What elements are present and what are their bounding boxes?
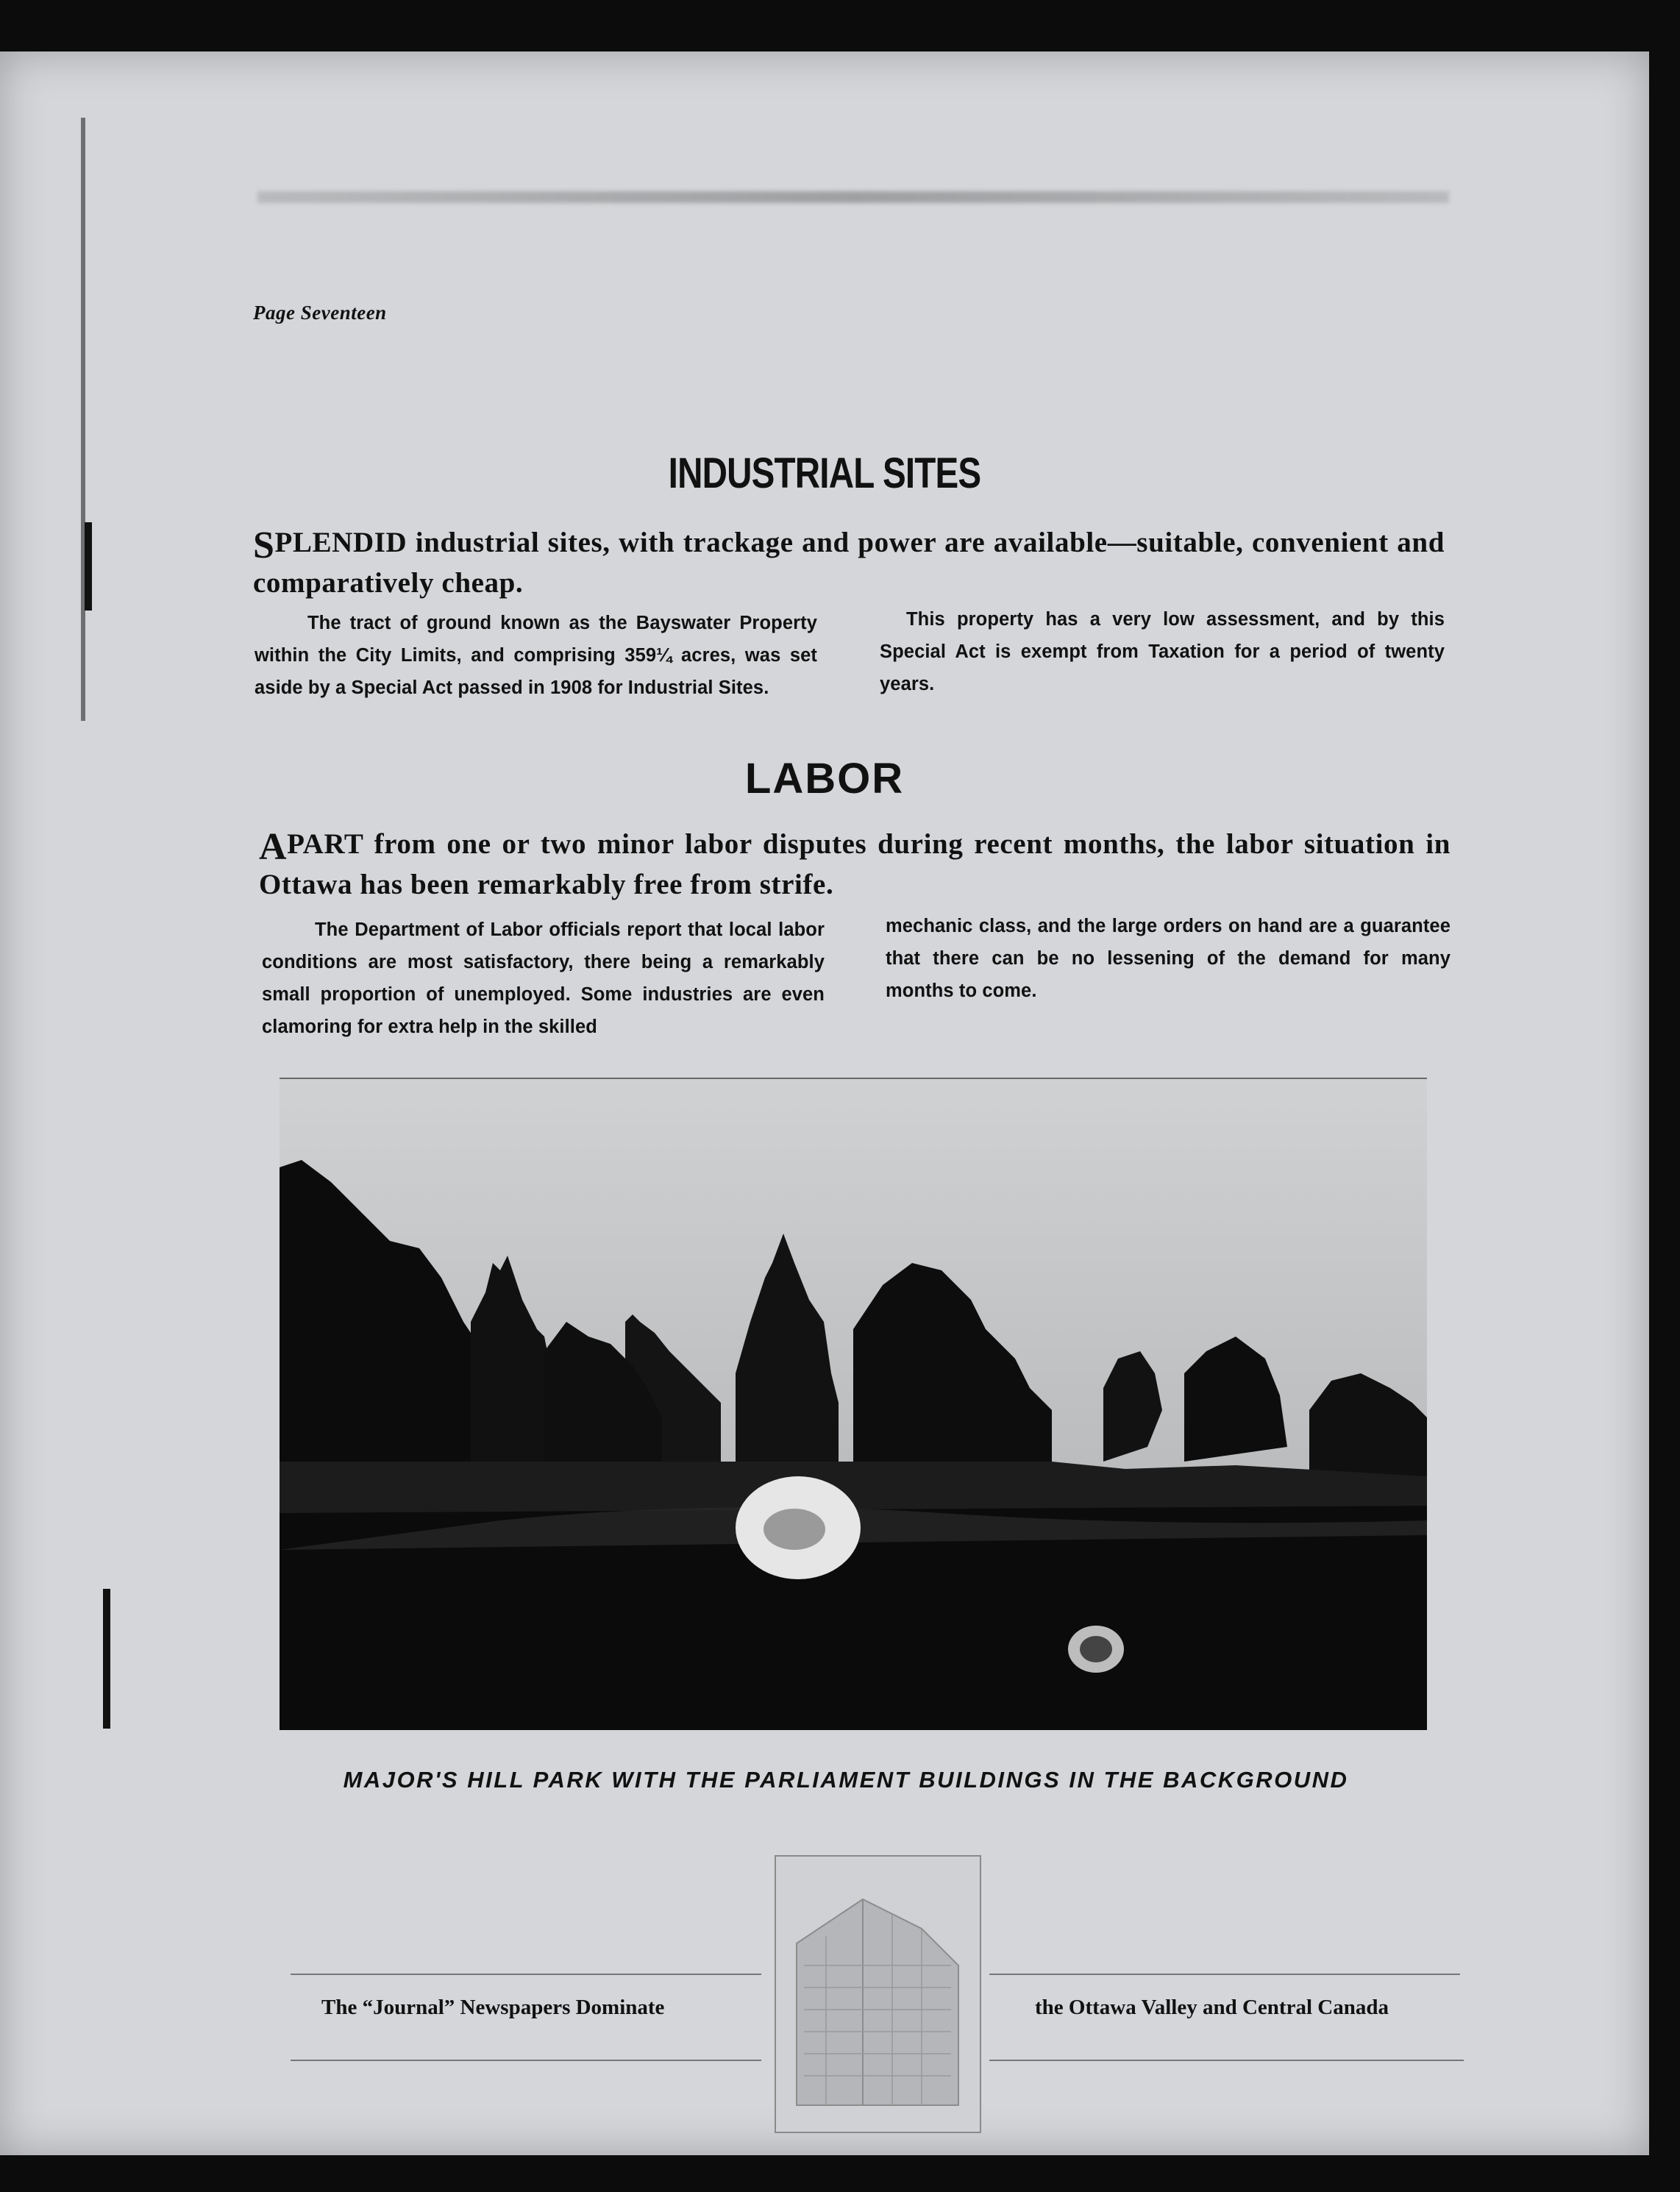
column-text: The tract of ground known as the Bayswater Property within the City Limits, and comprising 359¼ acres, was set aside by a Special Act passed in 1908 for Industrial Sites. xyxy=(255,613,817,698)
binding-mark xyxy=(85,522,92,611)
column-text: The Department of Labor officials report that local labor conditions are most satisfactory, there being a remarkably small proportion of unemployed. Some industries are even clamoring for extra help in the skilled xyxy=(262,919,825,1037)
labor-lead-paragraph xyxy=(259,825,1451,903)
footer-rule-right xyxy=(989,1974,1460,1975)
footer-text-left: The “Journal” Newspapers Dominate xyxy=(321,1996,665,2019)
parliament-landscape-image xyxy=(280,1079,1427,1730)
labor-column-left xyxy=(262,914,825,1043)
drop-cap: A xyxy=(259,826,288,868)
drop-cap: S xyxy=(253,524,275,566)
photo-caption: MAJOR'S HILL PARK WITH THE PARLIAMENT BUILDINGS IN THE BACKGROUND xyxy=(343,1767,1349,1793)
footer-rule-left-bottom xyxy=(291,2060,761,2061)
industrial-lead-paragraph xyxy=(253,524,1445,602)
industrial-column-right xyxy=(880,603,1445,700)
lead-text: PART from one or two minor labor disputes during recent months, the labor situation in Ottawa has been remarkably free from strife. xyxy=(259,828,1451,900)
column-text: mechanic class, and the large orders on hand are a guarantee that there can be no lessening of the demand for many months to come. xyxy=(886,916,1451,1001)
footer-rule-left xyxy=(291,1974,761,1975)
journal-building-emblem xyxy=(775,1855,981,2133)
industrial-column-left xyxy=(255,607,817,704)
lead-text: PLENDID industrial sites, with trackage and power are available—suitable, convenient and comparatively cheap. xyxy=(253,527,1445,599)
footer-rule-right-bottom xyxy=(989,2060,1464,2061)
bleed-through-line xyxy=(257,191,1449,203)
binding-edge xyxy=(81,118,85,721)
footer-text-right: the Ottawa Valley and Central Canada xyxy=(1035,1996,1389,2019)
column-text: This property has a very low assessment, and by this Special Act is exempt from Taxation for a period of twenty years. xyxy=(880,609,1445,694)
park-photograph xyxy=(280,1078,1427,1730)
building-icon xyxy=(775,1855,981,2133)
labor-column-right xyxy=(886,910,1451,1007)
binding-mark xyxy=(103,1589,110,1729)
section-title-industrial-sites: INDUSTRIAL SITES xyxy=(668,449,981,497)
section-title-labor: LABOR xyxy=(744,755,905,803)
page-number: Page Seventeen xyxy=(253,302,387,324)
document-page xyxy=(0,51,1649,2155)
